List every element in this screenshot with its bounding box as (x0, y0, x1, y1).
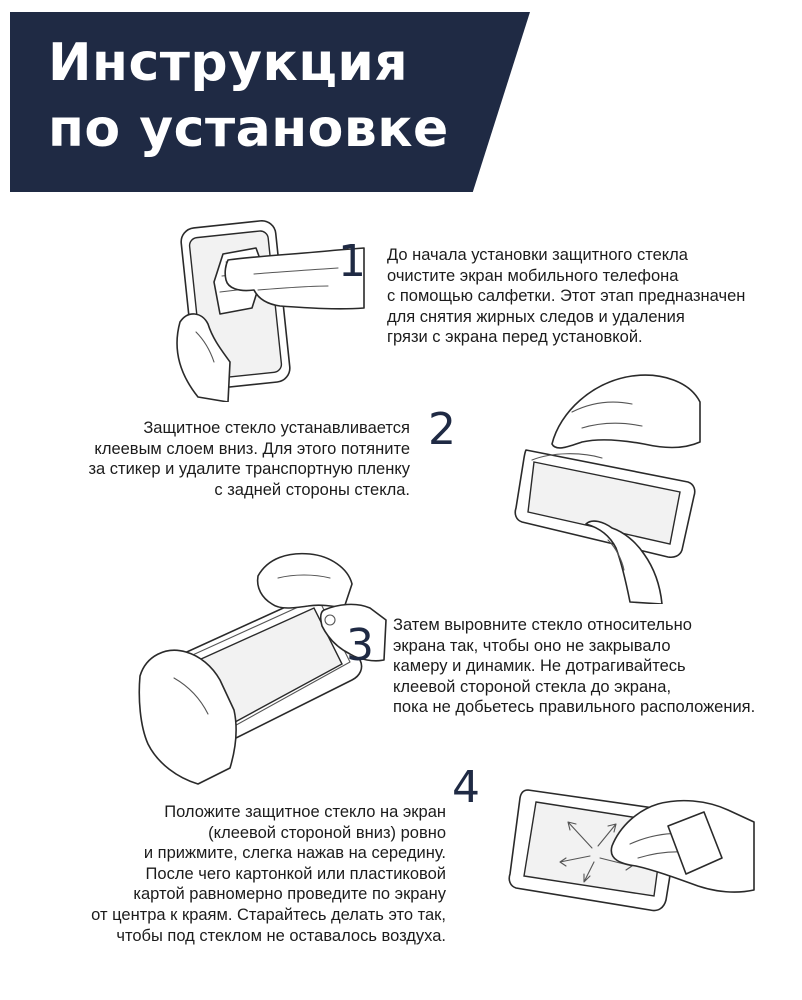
step-1-text (387, 245, 745, 348)
step-4-line: чтобы под стеклом не оставалось воздуха. (116, 926, 446, 945)
step-4-line: После чего картонкой или пластиковой (145, 864, 446, 883)
step-2-text (88, 418, 410, 500)
step-4-text (91, 802, 446, 946)
step-2-line: с задней стороны стекла. (214, 480, 410, 499)
page-title (48, 30, 449, 162)
step-4-line: Положите защитное стекло на экран (164, 803, 446, 821)
step-1-line: грязи с экрана перед установкой. (387, 328, 643, 347)
title-line-2: по установке (48, 99, 449, 159)
step-4-number: 4 (452, 762, 480, 813)
step-3-line: экрана так, чтобы оно не закрывало (393, 636, 671, 655)
step-2-line: Защитное стекло устанавливается (143, 419, 410, 437)
step-3-number: 3 (346, 620, 374, 671)
title-line-1: Инструкция (48, 33, 409, 93)
step-1-line: с помощью салфетки. Этот этап предназначен (387, 287, 746, 306)
step-4-line: от центра к краям. Старайтесь делать это так, (91, 905, 446, 924)
step-1-line: для снятия жирных следов и удаления (387, 307, 685, 326)
step-3-line: камеру и динамик. Не дотрагивайтесь (393, 657, 686, 676)
step-3-line: клеевой стороной стекла до экрана, (393, 677, 672, 696)
step-2-line: за стикер и удалите транспортную пленку (88, 460, 410, 479)
step-2-illustration (512, 372, 702, 604)
step-4-line: картой равномерно проведите по экрану (133, 885, 446, 904)
step-1-number: 1 (338, 236, 366, 287)
step-2-number: 2 (428, 404, 456, 455)
step-1-line: До начала установки защитного стекла (387, 246, 688, 264)
step-3-line: Затем выровните стекло относительно (393, 616, 692, 634)
step-3-line: пока не добьетесь правильного расположения. (393, 698, 756, 717)
step-4-line: (клеевой стороной вниз) ровно (208, 823, 446, 842)
step-4-illustration (508, 770, 756, 922)
step-2-line: клеевым слоем вниз. Для этого потяните (94, 439, 410, 458)
step-4-line: и прижмите, слегка нажав на середину. (143, 844, 446, 863)
step-3-text (393, 615, 755, 718)
step-1-line: очистите экран мобильного телефона (387, 266, 679, 285)
